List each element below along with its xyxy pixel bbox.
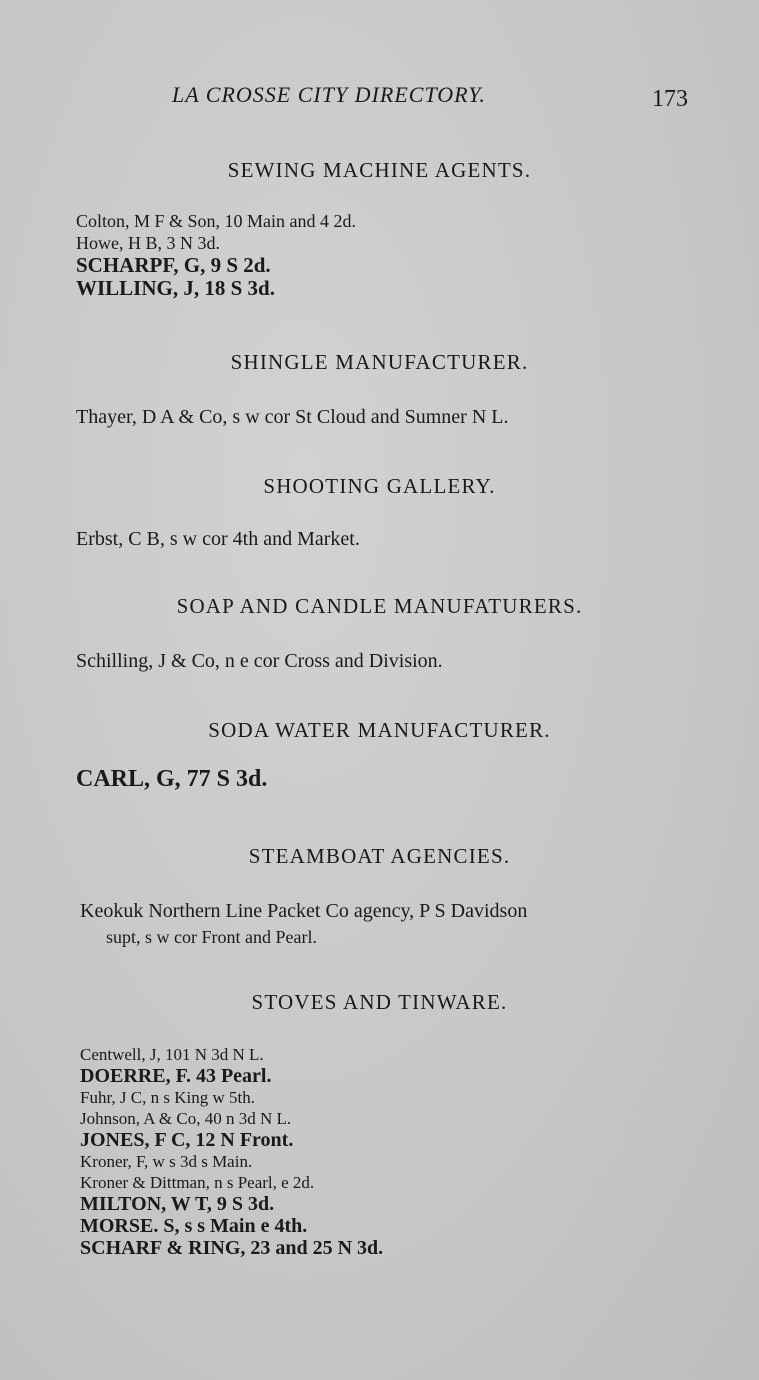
section-entries-shingle: [76, 404, 716, 430]
section-entries-sewing: [76, 210, 716, 300]
section-heading-steamboat: STEAMBOAT AGENCIES.: [248, 844, 511, 868]
section-entries-stoves: [80, 1044, 720, 1259]
section-heading-shingle: SHINGLE MANUFACTURER.: [230, 350, 529, 374]
entry-thayer: Thayer, D A & Co, s w cor St Cloud and Sumner N L.: [76, 406, 509, 428]
entry-fuhr: Fuhr, J C, n s King w 5th.: [80, 1088, 256, 1107]
entry-keokuk-continued: supt, s w cor Front and Pearl.: [106, 927, 317, 947]
entry-scharf-ring: SCHARF & RING, 23 and 25 N 3d.: [80, 1237, 384, 1259]
entry-willing: WILLING, J, 18 S 3d.: [76, 276, 275, 300]
section-heading-stoves: STOVES AND TINWARE.: [251, 990, 508, 1014]
entry-morse: MORSE. S, s s Main e 4th.: [80, 1215, 308, 1237]
page-number: 173: [652, 86, 688, 112]
entry-jones: JONES, F C, 12 N Front.: [80, 1129, 294, 1151]
entry-carl: CARL, G, 77 S 3d.: [76, 766, 268, 792]
section-heading-shooting: SHOOTING GALLERY.: [263, 474, 496, 498]
entry-howe: Howe, H B, 3 N 3d.: [76, 233, 220, 253]
entry-erbst: Erbst, C B, s w cor 4th and Market.: [76, 528, 360, 550]
entry-schilling: Schilling, J & Co, n e cor Cross and Division.: [76, 650, 443, 672]
section-entries-soap: [76, 648, 716, 674]
entry-centwell: Centwell, J, 101 N 3d N L.: [80, 1045, 264, 1064]
entry-johnson: Johnson, A & Co, 40 n 3d N L.: [80, 1109, 292, 1128]
entry-kroner-dittman: Kroner & Dittman, n s Pearl, e 2d.: [80, 1173, 315, 1192]
entry-scharpf: SCHARPF, G, 9 S 2d.: [76, 253, 271, 277]
entry-milton: MILTON, W T, 9 S 3d.: [80, 1193, 275, 1215]
entry-colton: Colton, M F & Son, 10 Main and 4 2d.: [76, 211, 357, 231]
entry-keokuk: Keokuk Northern Line Packet Co agency, P S Davidson: [80, 900, 528, 922]
section-entries-steamboat: [80, 898, 720, 950]
entry-kroner: Kroner, F, w s 3d s Main.: [80, 1152, 253, 1171]
section-entries-soda: [76, 768, 716, 790]
section-entries-shooting: [76, 526, 716, 552]
section-heading-soda: SODA WATER MANUFACTURER.: [208, 718, 551, 742]
entry-doerre: DOERRE, F. 43 Pearl.: [80, 1065, 272, 1087]
section-heading-soap: SOAP AND CANDLE MANUFATURERS.: [176, 594, 583, 618]
running-head: LA CROSSE CITY DIRECTORY.: [172, 82, 486, 107]
section-heading-sewing: SEWING MACHINE AGENTS.: [227, 158, 532, 182]
